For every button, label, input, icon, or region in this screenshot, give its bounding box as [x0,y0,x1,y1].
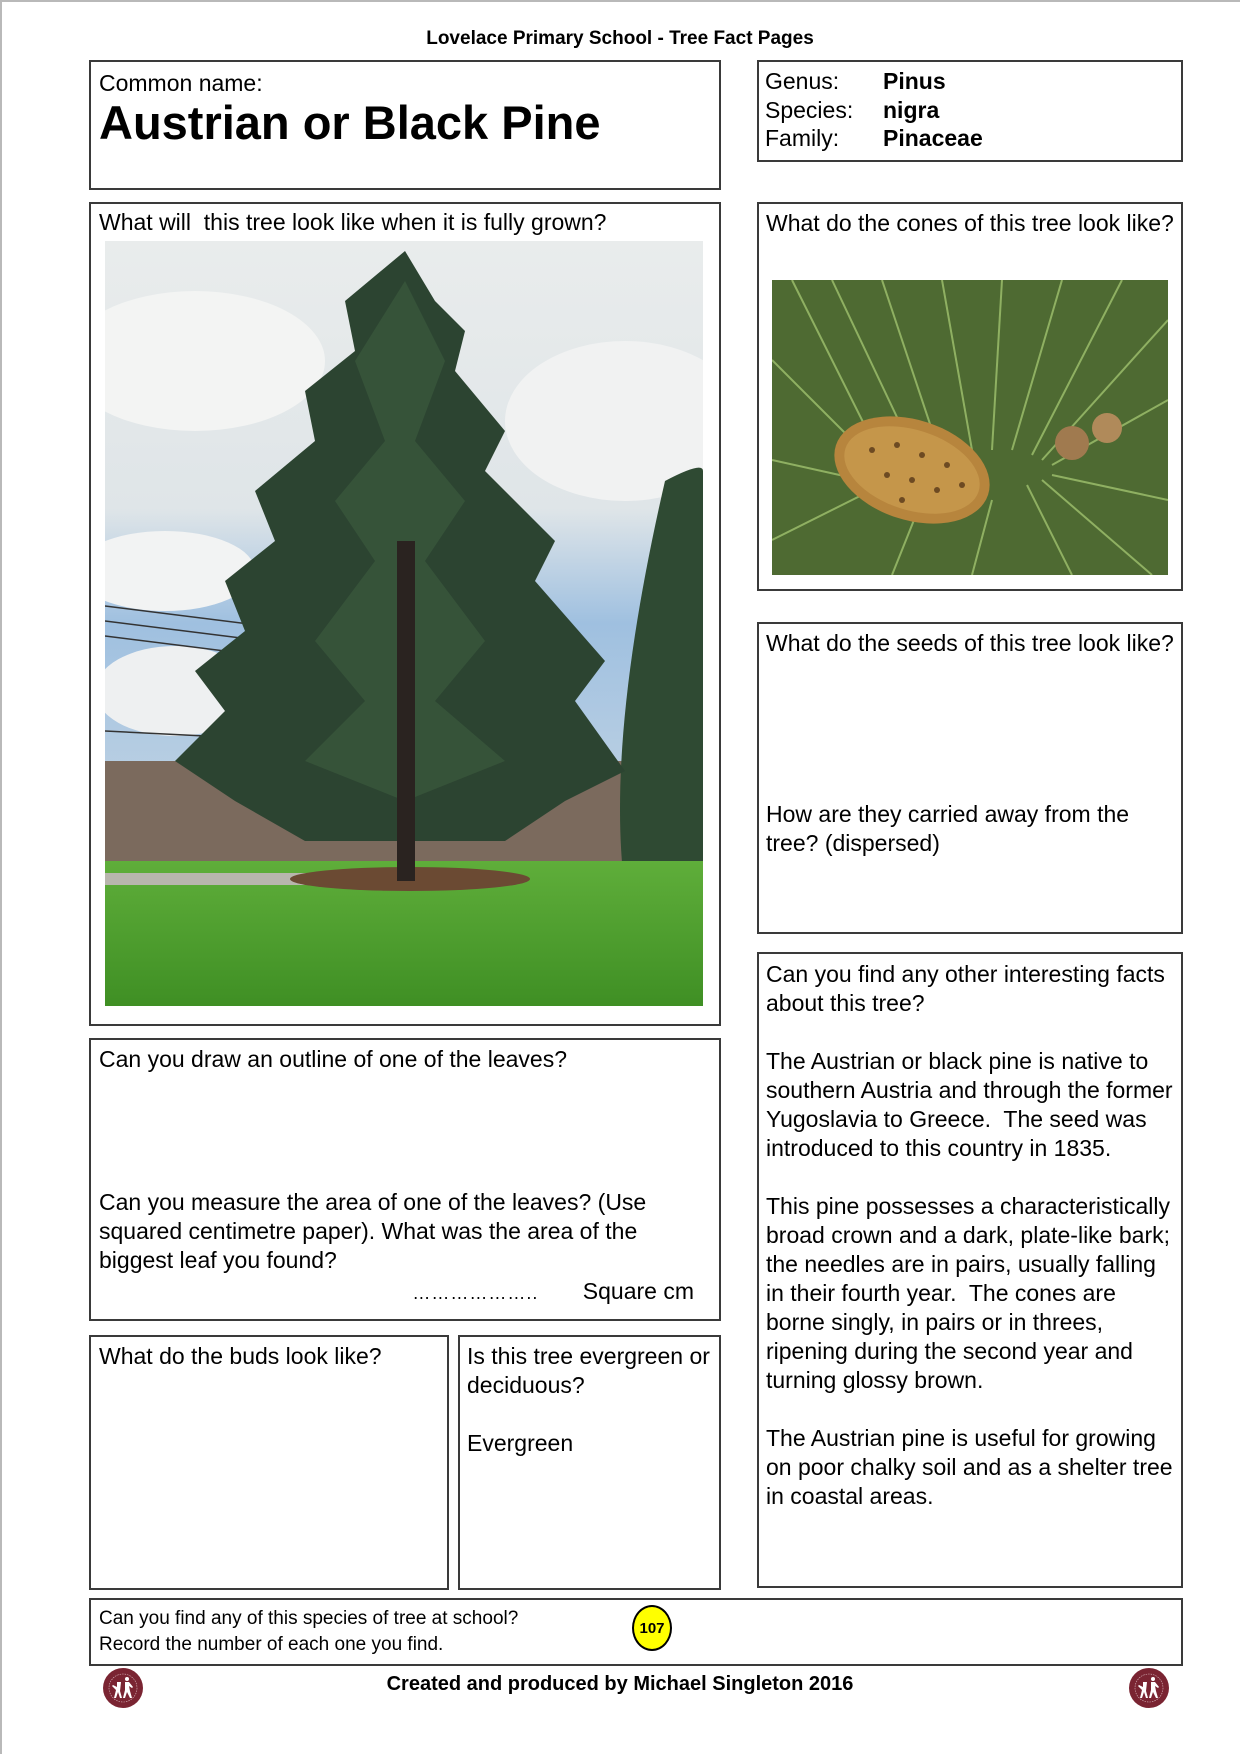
dispersal-question: How are they carried away from the tree? (dispersed) [766,801,1136,856]
facts-paragraph: The Austrian or black pine is native to southern Austria and through the former Yugoslavia to Greece. The seed was introduced to this country in 1835. [766,1048,1179,1161]
taxonomy-key: Family: [765,125,840,151]
evergreen-question: Is this tree evergreen or deciduous? [467,1343,717,1398]
taxonomy-value: nigra [883,96,940,123]
leaves-box [89,1038,721,1321]
taxonomy-row-species [765,96,1175,125]
leaf-outline-question: Can you draw an outline of one of the leaves? [99,1046,567,1072]
facts-box [757,952,1183,1588]
page-border-left [0,0,2,1754]
common-name-title: Austrian or Black Pine [99,96,601,149]
cones-box [757,202,1183,591]
buds-question: What do the buds look like? [99,1343,382,1369]
taxonomy-value: Pinus [883,68,946,94]
common-name-box [89,60,721,190]
facts-question: Can you find any other interesting facts about this tree? [766,961,1172,1016]
tree-question: What will this tree look like when it is fully grown? [99,209,607,235]
cones-question: What do the cones of this tree look like? [766,210,1174,236]
page-number-badge: 107 [632,1605,672,1651]
seeds-box [757,622,1183,934]
page-header: Lovelace Primary School - Tree Fact Pages [426,28,814,49]
leaf-area-question: Can you measure the area of one of the leaves? (Use squared centimetre paper). What was the area of the biggest leaf you found? [99,1189,653,1273]
find-question: Can you find any of this species of tree at school? [99,1608,519,1629]
leaf-area-blank[interactable]: ……………….. [412,1283,539,1303]
pine-tree-photo-icon [105,241,703,1006]
common-name-label: Common name: [99,70,263,96]
taxonomy-row-family [765,124,1175,153]
leaf-area-answer [412,1277,694,1308]
taxonomy-box [757,60,1183,162]
evergreen-box [458,1335,721,1590]
seeds-question: What do the seeds of this tree look like? [766,630,1174,656]
page-border-top [0,0,1240,2]
leaf-area-unit: Square cm [582,1278,694,1304]
taxonomy-row-genus [765,67,1175,96]
evergreen-answer: Evergreen [467,1430,574,1456]
buds-box [89,1335,449,1590]
taxonomy-key: Species: [765,96,854,123]
school-logo-icon [102,1667,144,1709]
pine-cone-photo-icon [772,280,1168,575]
facts-paragraph: The Austrian pine is useful for growing on poor chalky soil and as a shelter tree in coastal areas. [766,1425,1179,1509]
full-grown-tree-box [89,202,721,1026]
taxonomy-value: Pinaceae [883,125,983,151]
facts-paragraph: This pine possesses a characteristically broad crown and a dark, plate-like bark; the needles are in pairs, usually falling in their fourth year. The cones are borne singly, in pairs or in threes, ripening during the second year and turning glossy brown. [766,1193,1177,1393]
footer-credit: Created and produced by Michael Singleton 2016 [386,1673,854,1695]
school-logo-icon [1128,1667,1170,1709]
find-instruction: Record the number of each one you find. [99,1634,444,1655]
taxonomy-key: Genus: [765,68,840,94]
